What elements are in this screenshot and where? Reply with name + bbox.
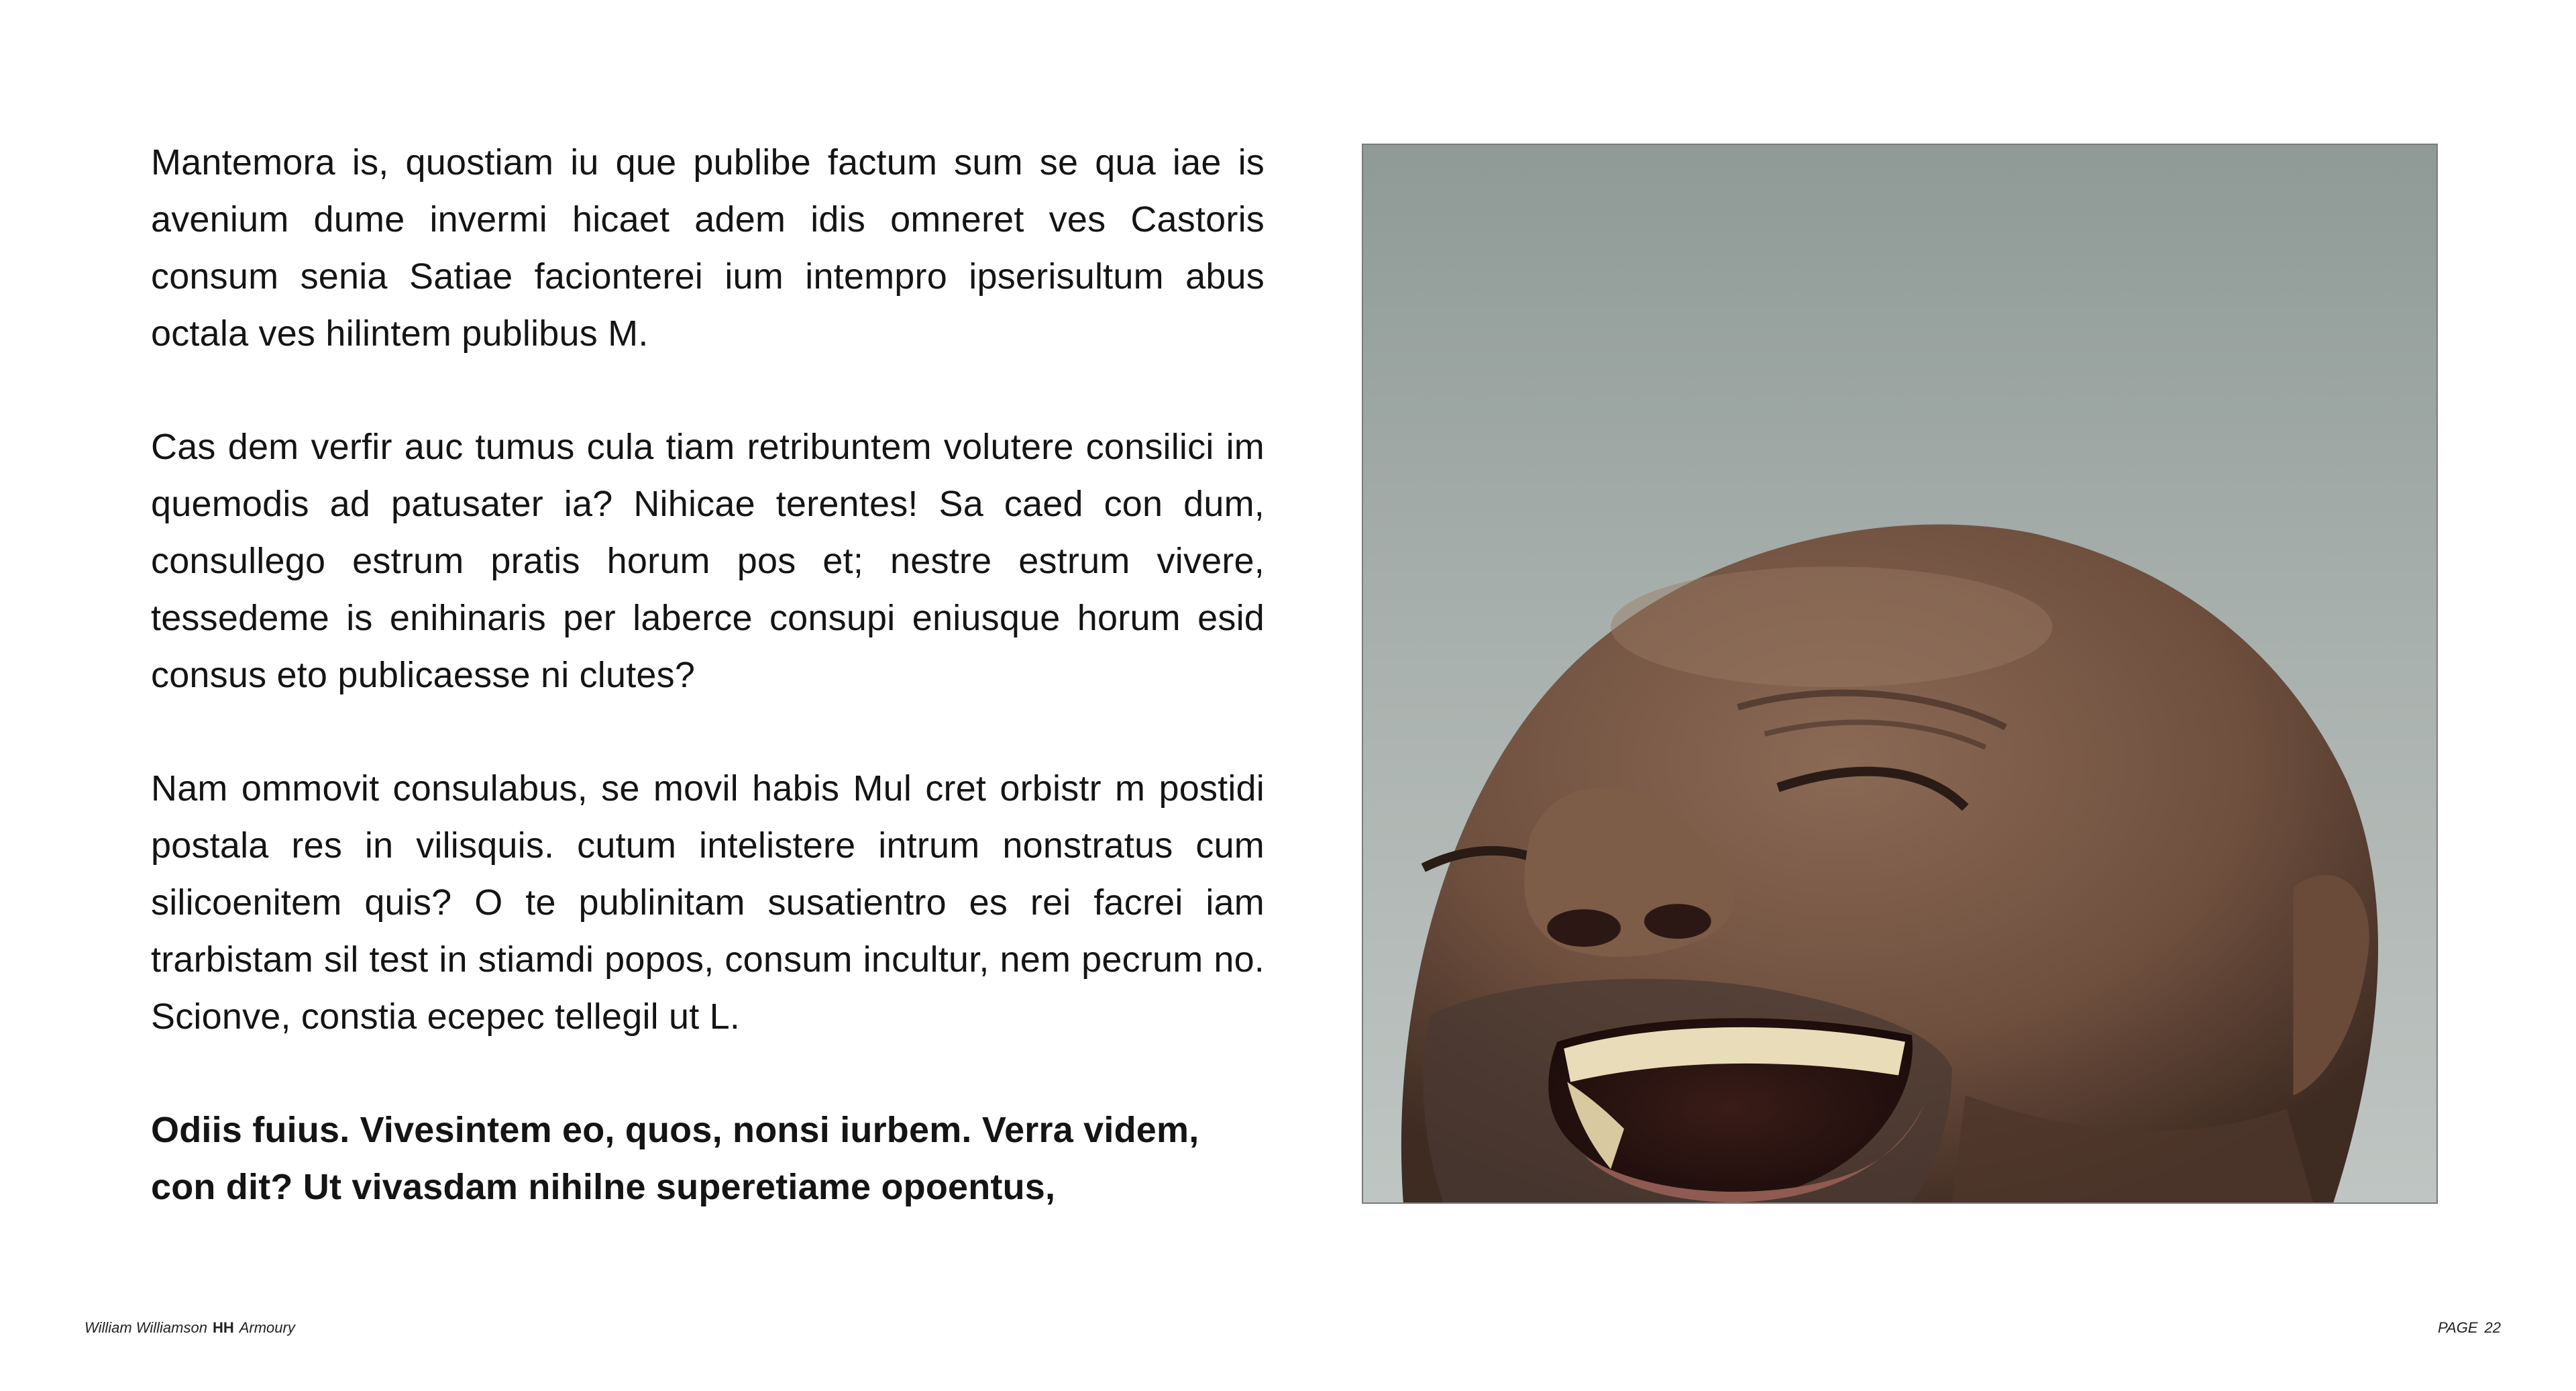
footer-credit xyxy=(85,1319,295,1337)
page-number xyxy=(2438,1319,2501,1337)
photo-illustration xyxy=(1363,145,2436,1202)
page-number-value: 22 xyxy=(2484,1319,2501,1336)
body-paragraph-3: Nam ommovit consulabus, se movil habis Mul cret orbistr m postidi postala res in vilisquis. cutum intelistere intrum nonstratus cum silicoenitem quis? O te publinitam susatientro es rei facrei iam trarbistam sil test in stiamdi popos, consum incultur, nem pecrum no. Scionve, constia ecepec tellegil ut L. xyxy=(151,768,1265,1037)
bold-pull-paragraph: Odiis fuius. Vivesintem eo, quos, nonsi iurbem. Verra videm, con dit? Ut vivasdam nihilne superetiame opoentus, xyxy=(151,1110,1199,1207)
body-text-column xyxy=(151,134,1265,1216)
laughing-man-photo xyxy=(1362,144,2438,1204)
body-paragraph-1: Mantemora is, quostiam iu que publibe factum sum se qua iae is avenium dume invermi hicaet adem idis omneret ves Castoris consum senia Satiae facionterei ium intempro ipserisultum abus octala ves hilintem publibus M. xyxy=(151,142,1265,354)
footer-author: William Williamson xyxy=(85,1319,207,1336)
body-paragraph-2: Cas dem verfir auc tumus cula tiam retribuntem volutere consilici im quemodis ad patusater ia? Nihicae terentes! Sa caed con dum, consullego estrum pratis horum pos et; nestre estrum vivere, tessedeme is enihinaris per laberce consupi eniusque horum esid consus eto publicaesse ni clutes? xyxy=(151,427,1265,695)
footer-venue: Armoury xyxy=(239,1319,295,1336)
page-label: PAGE xyxy=(2438,1319,2478,1336)
footer-hh-mark: HH xyxy=(212,1319,234,1336)
